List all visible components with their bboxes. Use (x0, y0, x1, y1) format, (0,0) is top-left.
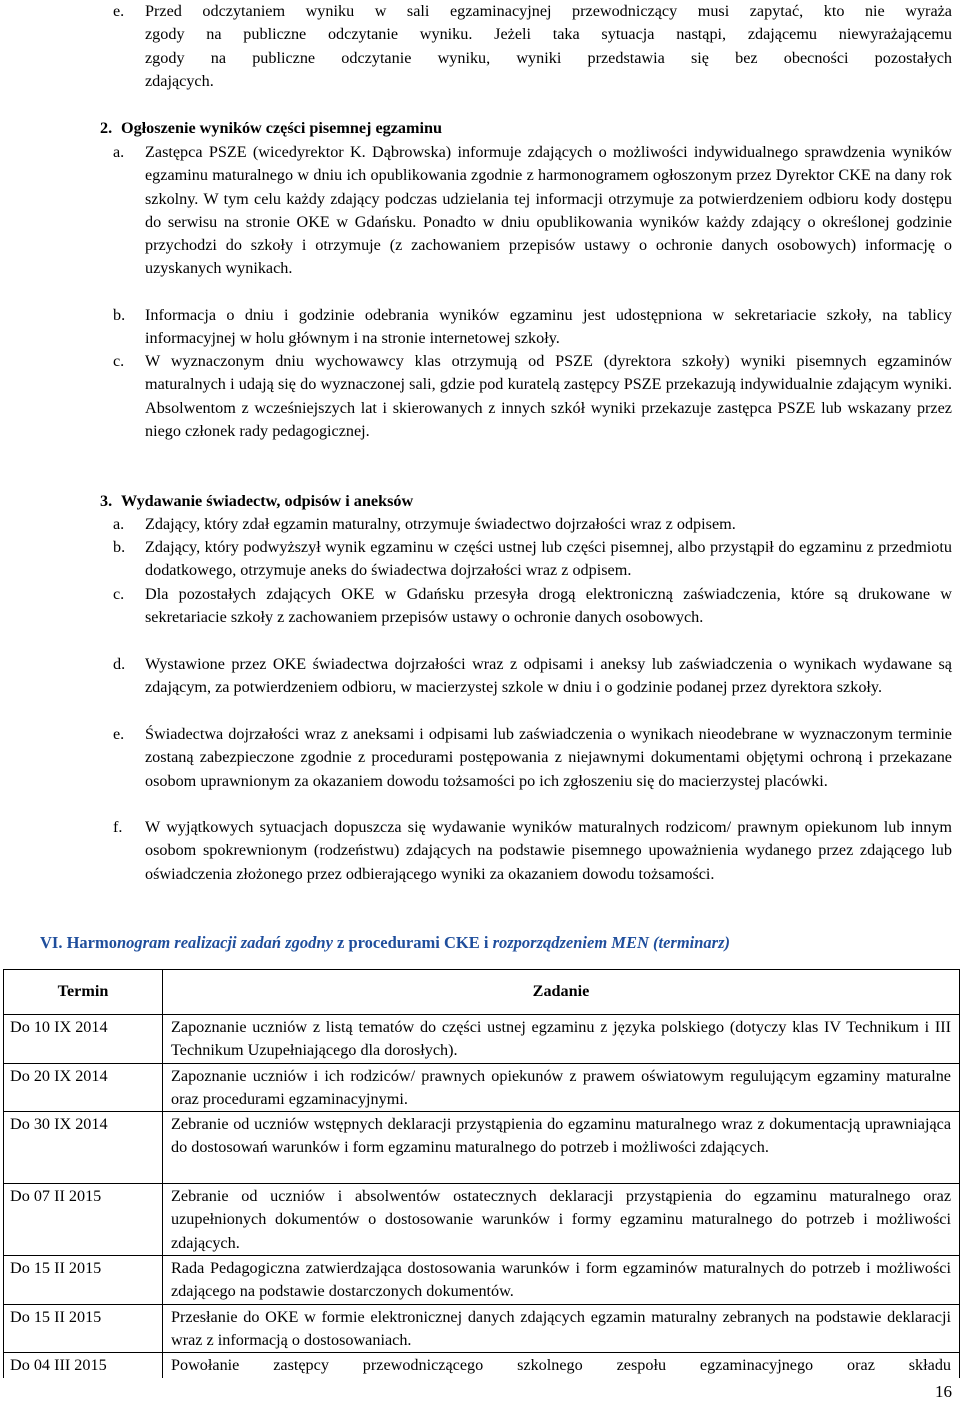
section-title: Wydawanie świadectw, odpisów i aneksów (121, 492, 414, 510)
term-cell: Do 10 IX 2014 (4, 1015, 163, 1064)
list-item-text: W wyjątkowych sytuacjach dopuszcza się wydawanie wyników maturalnych rodzicom/ prawnym opiekunom lub innym osobom spokrewnionym (rodzeństwu) zdających na podstawie pisemnego upoważnienia wydanego przez zdającego lub oświadczenia złożonego przez odbierającego wyniki za okazaniem dowodu tożsamości. (145, 818, 952, 883)
heading-part: nogram realizacji zadań zgodny (117, 933, 333, 952)
term-cell: Do 15 II 2015 (4, 1256, 163, 1305)
list-item-text: Wystawione przez OKE świadectwa dojrzałości wraz z odpisami i aneksy lub zaświadczenia o wynikach wydawane są zdającym, za potwierdzeniem odbioru, w macierzystej szkole w dniu i o godzinie podanej przez dyrektora szkoły. (145, 655, 952, 697)
list-item-text: Informacja o dniu i godzinie odebrania wyników egzaminu jest udostępniona w sekretariacie szkoły, na tablicy informacyjnej w holu głównym i na stronie internetowej szkoły. (145, 306, 952, 348)
page-number: 16 (935, 1382, 952, 1401)
term-cell: Do 15 II 2015 (4, 1304, 163, 1353)
text-line: zgody na publiczne odczytanie wyniku. Jeżeli taka sytuacja nastąpi, zdającemu niewyrażającemu (145, 25, 952, 44)
task-cell: Zapoznanie uczniów z listą tematów do części ustnej egzaminu z języka polskiego (dotyczy klas IV Technikum i III Technikum Uzupełniającego dla dorosłych). (163, 1015, 960, 1064)
heading-part: z procedurami CKE i (332, 933, 493, 952)
list-marker: e. (113, 725, 125, 743)
term-cell: Do 30 IX 2014 (4, 1112, 163, 1184)
table-row (4, 1015, 960, 1064)
task-cell: Przesłanie do OKE w formie elektronicznej danych zdających egzamin maturalny zebranych na podstawie deklaracji wraz z informacją o dostosowaniach. (163, 1304, 960, 1353)
list-marker: c. (113, 585, 125, 603)
section-numeral: VI. (40, 933, 63, 952)
list-marker: d. (113, 655, 126, 673)
table-row (4, 1063, 960, 1112)
list-marker: b. (113, 306, 126, 324)
section-number: 3. (100, 492, 113, 510)
list-item-text: Świadectwa dojrzałości wraz z aneksami i odpisami lub zaświadczenia o wynikach nieodebrane w wyznaczonym terminie zostaną zabezpieczone zgodnie z procedurami postępowania z niejawnymi dokumentami objętymi ochroną i przekazane osobom uprawnionym za okazaniem dowodu tożsamości po ich zgłoszeniu się do macierzystej placówki. (145, 725, 952, 790)
section-vi-heading (40, 931, 730, 954)
list-marker: b. (113, 538, 126, 556)
heading-part: rozporządzeniem MEN (terminarz) (492, 933, 731, 952)
table-row (4, 1304, 960, 1353)
text-line: Przed odczytaniem wyniku w sali egzaminacyjnej przewodniczący musi zapytać, kto nie wyraża (145, 2, 952, 20)
list-marker: e. (113, 2, 125, 20)
task-cell: Zapoznanie uczniów i ich rodziców/ prawnych opiekunów z prawem oświatowym regulującym egzaminy maturalne oraz procedurami egzaminacyjnymi. (163, 1063, 960, 1112)
table-row (4, 1112, 960, 1184)
column-header-term: Termin (4, 970, 163, 1015)
task-cell: Zebranie od uczniów i absolwentów ostatecznych deklaracji przystąpienia do egzaminu maturalnego oraz uzupełnionych dokumentów o dostosowanie warunków i formy egzaminu maturalnego do potrzeb i możliwości zdających. (163, 1184, 960, 1256)
list-marker: c. (113, 352, 125, 370)
task-cell: Zebranie od uczniów wstępnych deklaracji przystąpienia do egzaminu maturalnego wraz z dokumentacją uprawniająca do dostosowań warunków i form egzaminu maturalnego do potrzeb i możliwości zdających. (163, 1112, 960, 1184)
schedule-table (3, 969, 960, 1378)
section-title: Ogłoszenie wyników części pisemnej egzaminu (121, 119, 443, 137)
table-header-row (4, 970, 960, 1015)
list-item-text: Dla pozostałych zdających OKE w Gdańsku przesyła drogą elektroniczną zaświadczenia, które są drukowane w sekretariacie szkoły z zachowaniem przepisów ustawy o ochronie danych osobowych. (145, 585, 952, 627)
list-marker: f. (113, 818, 123, 836)
list-item-text: Zdający, który zdał egzamin maturalny, otrzymuje świadectwo dojrzałości wraz z odpisem. (145, 515, 736, 533)
column-header-task: Zadanie (163, 970, 960, 1015)
list-marker: a. (113, 515, 125, 533)
section-number: 2. (100, 119, 113, 137)
text-line: zgody na publiczne odczytanie wyniku, wyniki przedstawia się bez obecności pozostałych (145, 48, 952, 67)
list-item-text: Zdający, który podwyższył wynik egzaminu w części ustnej lub części pisemnej, albo przystąpił do egzaminu z przedmiotu dodatkowego, otrzymuje aneks do świadectwa dojrzałości wraz z odpisem. (145, 538, 952, 580)
table-row (4, 1256, 960, 1305)
list-item-text: Zastępca PSZE (wicedyrektor K. Dąbrowska) informuje zdających o możliwości indywidualnego sprawdzenia wyników egzaminu maturalnego w dniu ich opublikowania zgodnie z harmonogramem ogłoszonym przez Dyrektor CKE na dany rok szkolny. W tym celu każdy zdający podczas udzielania tej informacji otrzymuje za potwierdzeniem odbioru kody dostępu do serwisu na stronie OKE w Gdańsku. Ponadto w dniu opublikowania wyników każdy zdający o określonej godzinie przychodzi do szkoły i otrzymuje (z zachowaniem przepisów ustawy o ochronie danych osobowych) informację o uzyskanych wynikach. (145, 143, 952, 278)
heading-part: Harmo (66, 933, 117, 952)
list-item-text (145, 0, 952, 93)
task-cell: Powołanie zastępcy przewodniczącego szkolnego zespołu egzaminacyjnego oraz składu (163, 1353, 960, 1378)
task-cell: Rada Pedagogiczna zatwierdzająca dostosowania warunków i form egzaminów maturalnych do potrzeb i możliwości zdającego na podstawie dostarczonych dokumentów. (163, 1256, 960, 1305)
term-cell: Do 04 III 2015 (4, 1353, 163, 1378)
table-row (4, 1184, 960, 1256)
list-item-text: W wyznaczonym dniu wychowawcy klas otrzymują od PSZE (dyrektora szkoły) wyniki pisemnych egzaminów maturalnych i udają się do wyznaczonej sali, gdzie pod kuratelą zastępcy PSZE przekazują indywidualnie zdającym wyniki. Absolwentom z wcześniejszych lat i skierowanych z innych szkół wyniki przekazuje zastępca PSZE lub wskazany przez niego członek rady pedagogicznej. (145, 352, 952, 440)
text-line: zdających. (145, 71, 214, 90)
term-cell: Do 20 IX 2014 (4, 1063, 163, 1112)
term-cell: Do 07 II 2015 (4, 1184, 163, 1256)
table-row (4, 1353, 960, 1378)
list-marker: a. (113, 143, 125, 161)
